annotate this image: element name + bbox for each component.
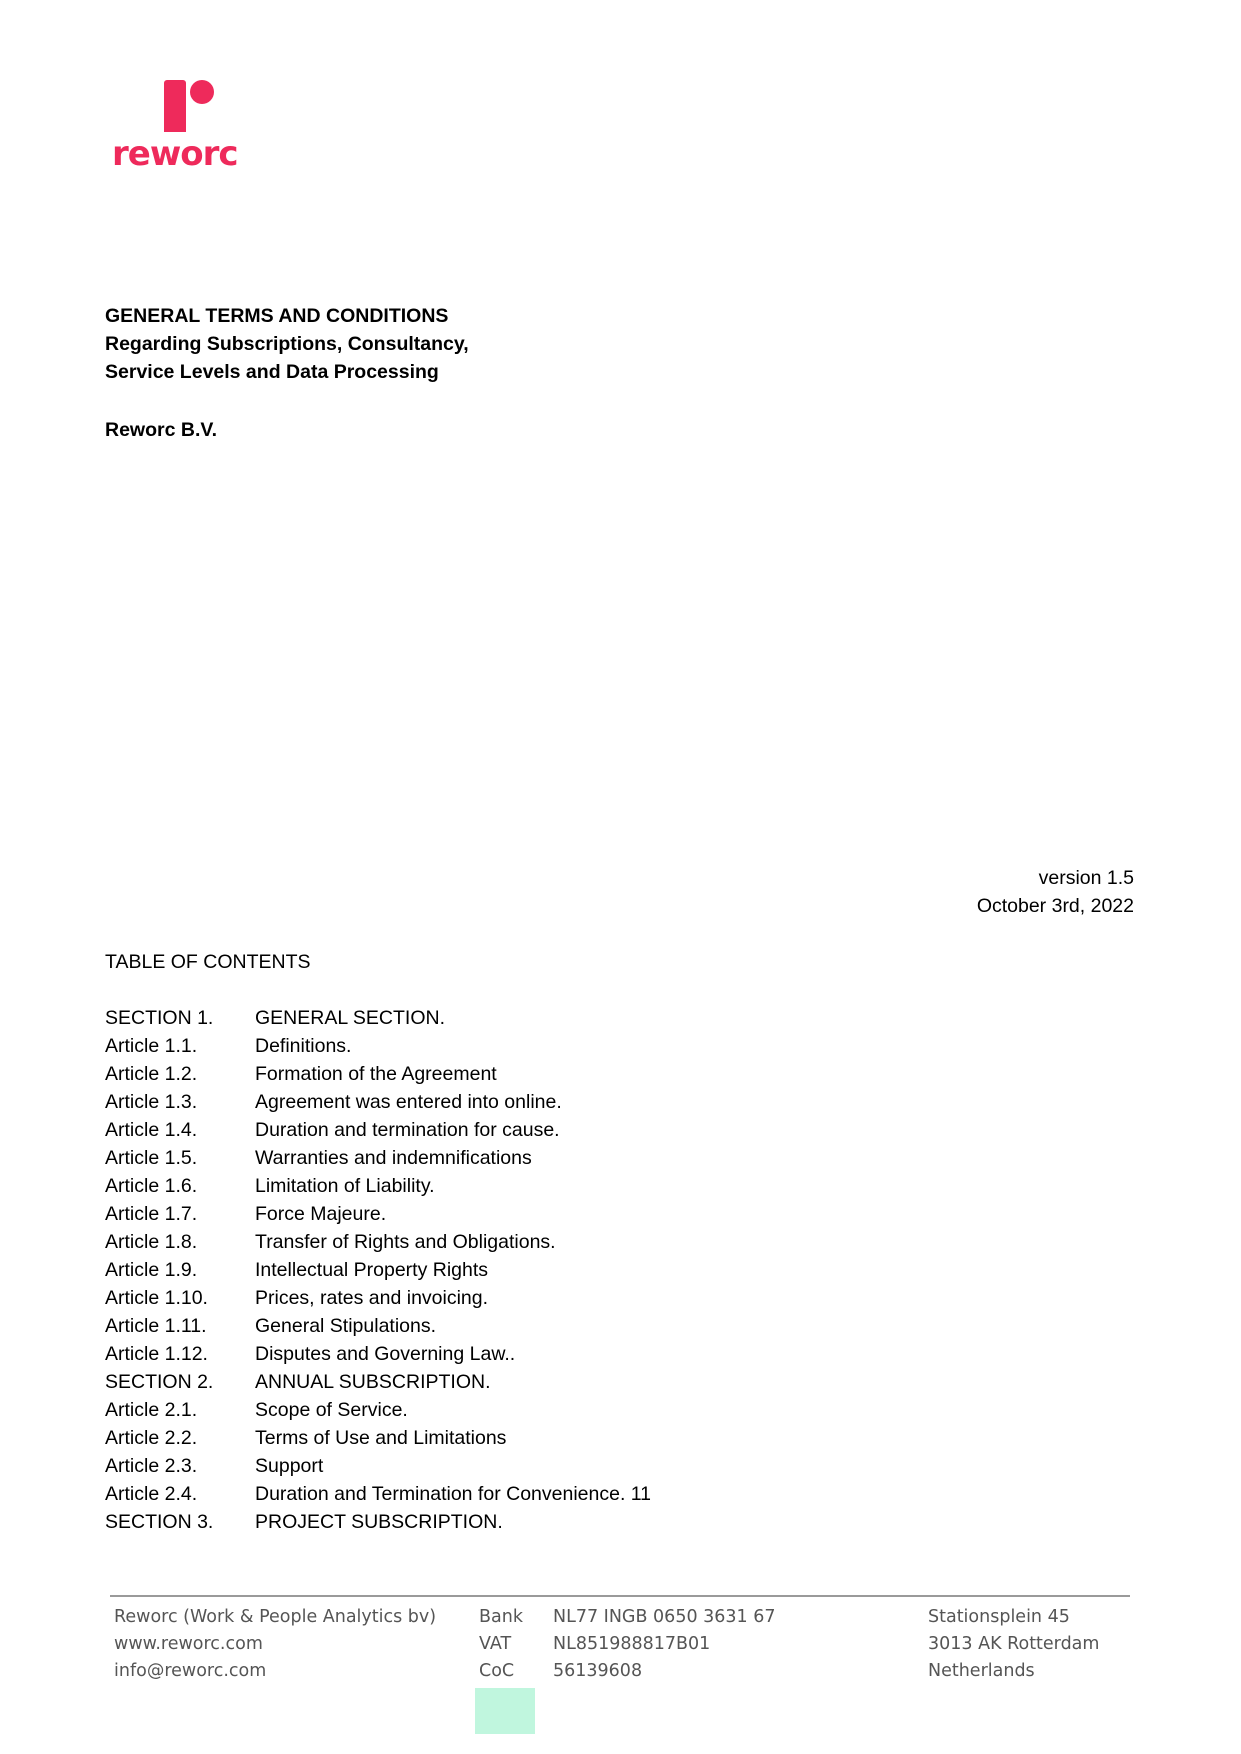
toc-entry[interactable] (105, 1256, 651, 1284)
toc-entry[interactable] (105, 1284, 651, 1312)
reworc-logo-icon (164, 80, 224, 132)
toc-entry[interactable] (105, 1144, 651, 1172)
toc-entry-number: Article 1.4. (105, 1119, 198, 1141)
table-of-contents (105, 1004, 651, 1536)
toc-entry[interactable] (105, 1312, 651, 1340)
toc-entry[interactable] (105, 1116, 651, 1144)
toc-entry-number: Article 2.3. (105, 1455, 198, 1477)
toc-entry-number: SECTION 3. (105, 1511, 214, 1533)
toc-entry-title: General Stipulations. (255, 1315, 437, 1337)
toc-entry-number: Article 1.5. (105, 1147, 198, 1169)
toc-heading: TABLE OF CONTENTS (105, 951, 311, 973)
toc-entry-title: Support (255, 1455, 324, 1477)
toc-entry-title: Formation of the Agreement (255, 1063, 497, 1085)
toc-entry-title: ANNUAL SUBSCRIPTION. (255, 1371, 491, 1393)
footer-address (928, 1604, 1099, 1685)
footer-bank-value: NL77 INGB 0650 3631 67 (553, 1607, 776, 1627)
toc-entry-title: Definitions. (255, 1035, 352, 1057)
toc-entry-number: SECTION 1. (105, 1007, 214, 1029)
footer-address-street: Stationsplein 45 (928, 1607, 1070, 1627)
toc-entry[interactable] (105, 1508, 651, 1536)
toc-entry[interactable] (105, 1340, 651, 1368)
footer-address-country: Netherlands (928, 1661, 1035, 1681)
footer-label-coc: CoC (479, 1661, 515, 1681)
toc-entry[interactable] (105, 1060, 651, 1088)
footer-label-bank: Bank (479, 1607, 523, 1627)
footer-label-vat: VAT (479, 1634, 512, 1654)
toc-entry[interactable] (105, 1396, 651, 1424)
toc-entry-title: Prices, rates and invoicing. (255, 1287, 489, 1309)
toc-entry-number: Article 1.6. (105, 1175, 198, 1197)
toc-entry-number: Article 1.11. (105, 1315, 207, 1337)
toc-entry[interactable] (105, 1480, 651, 1508)
footer-address-city: 3013 AK Rotterdam (928, 1634, 1100, 1654)
toc-entry-title: Force Majeure. (255, 1203, 387, 1225)
toc-entry-title: Transfer of Rights and Obligations. (255, 1231, 556, 1253)
toc-entry-number: Article 1.8. (105, 1231, 198, 1253)
company-name: Reworc B.V. (105, 419, 217, 441)
toc-entry[interactable] (105, 1200, 651, 1228)
footer-company-info (114, 1604, 436, 1685)
toc-entry-title: Duration and Termination for Convenience. 11 (255, 1483, 652, 1505)
toc-entry[interactable] (105, 1368, 651, 1396)
title-line: Regarding Subscriptions, Consultancy, (105, 333, 469, 355)
footer-coc-value: 56139608 (553, 1661, 643, 1681)
toc-entry[interactable] (105, 1172, 651, 1200)
toc-entry-title: Agreement was entered into online. (255, 1091, 562, 1113)
toc-entry-title: Duration and termination for cause. (255, 1119, 560, 1141)
toc-entry[interactable] (105, 1032, 651, 1060)
toc-entry[interactable] (105, 1228, 651, 1256)
toc-entry-number: Article 2.1. (105, 1399, 198, 1421)
toc-entry-number: Article 1.9. (105, 1259, 198, 1281)
toc-entry-number: Article 1.1. (105, 1035, 198, 1057)
logo-dot-shape (190, 80, 214, 104)
toc-entry-number: Article 1.12. (105, 1343, 208, 1365)
title-line: GENERAL TERMS AND CONDITIONS (105, 305, 449, 327)
footer-labels (479, 1604, 523, 1685)
toc-entry-title: Terms of Use and Limitations (255, 1427, 507, 1449)
toc-entry-number: SECTION 2. (105, 1371, 214, 1393)
footer-divider (110, 1595, 1130, 1597)
title-line: Service Levels and Data Processing (105, 361, 439, 383)
logo-wordmark: reworc (112, 134, 238, 174)
toc-entry[interactable] (105, 1452, 651, 1480)
toc-entry-title: Warranties and indemnifications (255, 1147, 532, 1169)
toc-entry-title: Limitation of Liability. (255, 1175, 435, 1197)
toc-entry[interactable] (105, 1088, 651, 1116)
footer-company-name: Reworc (Work & People Analytics bv) (114, 1607, 437, 1627)
highlight-box (475, 1688, 535, 1734)
version-date: October 3rd, 2022 (976, 895, 1134, 917)
footer-email-link[interactable]: info@reworc.com (114, 1661, 267, 1681)
toc-entry-number: Article 2.2. (105, 1427, 198, 1449)
reworc-logo (112, 78, 257, 178)
toc-entry-number: Article 1.7. (105, 1203, 198, 1225)
toc-entry-title: PROJECT SUBSCRIPTION. (255, 1511, 503, 1533)
toc-entry[interactable] (105, 1424, 651, 1452)
toc-entry-number: Article 2.4. (105, 1483, 198, 1505)
logo-bar-shape (164, 80, 186, 132)
toc-entry-title: Intellectual Property Rights (255, 1259, 489, 1281)
footer-website-link[interactable]: www.reworc.com (114, 1634, 263, 1654)
version-block (977, 864, 1134, 920)
document-title (105, 302, 469, 386)
toc-entry-title: Scope of Service. (255, 1399, 408, 1421)
toc-entry-number: Article 1.10. (105, 1287, 208, 1309)
toc-entry-number: Article 1.2. (105, 1063, 198, 1085)
footer-values (553, 1604, 776, 1685)
version-label: version 1.5 (1038, 867, 1134, 889)
toc-entry-title: GENERAL SECTION. (255, 1007, 445, 1029)
toc-entry-number: Article 1.3. (105, 1091, 198, 1113)
toc-entry[interactable] (105, 1004, 651, 1032)
toc-entry-title: Disputes and Governing Law.. (255, 1343, 516, 1365)
footer-vat-value: NL851988817B01 (553, 1634, 711, 1654)
